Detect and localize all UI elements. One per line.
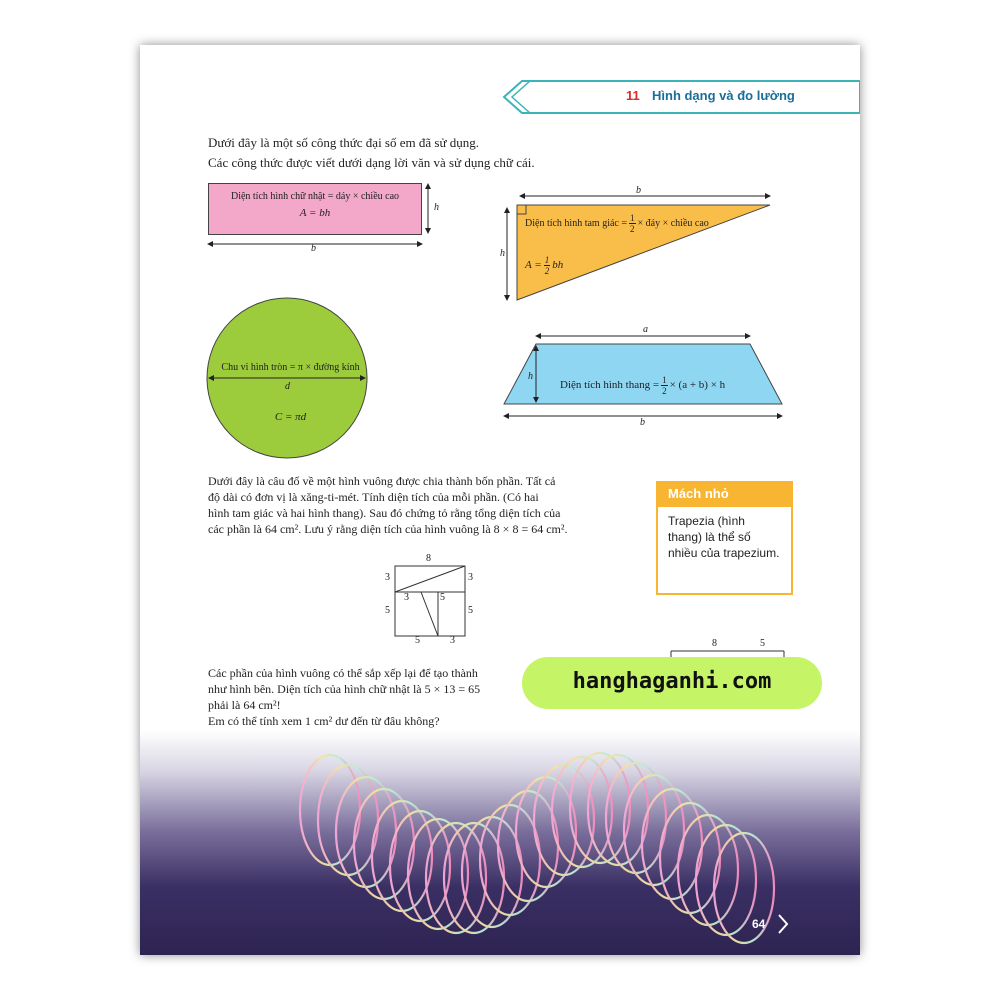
chapter-number: 11: [626, 88, 640, 103]
rectangle-label-b: b: [311, 243, 316, 254]
trapezium-label-b: b: [640, 417, 645, 428]
triangle-words: [525, 213, 709, 234]
textbook-page: [140, 45, 860, 955]
puzzle-line-1: Dưới đây là câu đố về một hình vuông được chia thành bốn phần. Tất cả: [208, 474, 556, 488]
square-label-mid-right: 5: [440, 592, 445, 603]
trapezium-words: [560, 375, 725, 396]
trapezium-label-a: a: [643, 324, 648, 335]
hint-body: Trapezia (hình thang) là thể số nhiều của trapezium.: [668, 514, 780, 560]
slinky-illustration: [290, 740, 810, 955]
fraction-numerator: 1: [544, 255, 550, 265]
triangle-figure: [495, 190, 775, 305]
puzzle-line-4: các phần là 64 cm². Lưu ý rằng diện tích của hình vuông là 8 × 8 = 64 cm².: [208, 522, 568, 536]
page-number: 64: [752, 917, 766, 931]
watermark-text: hanghaganhi.com: [572, 669, 772, 694]
closing-line-3: phải là 64 cm²!: [208, 698, 281, 712]
square-label-mid-left: 3: [404, 592, 409, 603]
closing-line-1: Các phần của hình vuông có thể sắp xếp lại để tạo thành: [208, 666, 478, 680]
triangle-formula-fraction: [544, 255, 551, 276]
square-label-left-top: 3: [385, 572, 390, 583]
square-label-top: 8: [426, 553, 431, 564]
triangle-words-prefix: Diện tích hình tam giác =: [525, 217, 628, 229]
fraction-denominator: 2: [662, 386, 667, 396]
closing-line-4: Em có thể tính xem 1 cm² dư đến từ đâu không?: [208, 714, 440, 728]
rectangle-dimension-arrows: [200, 181, 450, 253]
fraction-numerator: 1: [662, 375, 667, 385]
rectangle-words: Diện tích hình chữ nhật = dáy × chiều cao: [230, 191, 400, 202]
circle-figure: [205, 295, 375, 465]
rectangle-label-h: h: [434, 202, 439, 213]
trapezium-label-h: h: [528, 371, 533, 382]
circle-words: Chu vi hình tròn = π × đường kính: [221, 362, 360, 373]
triangle-words-suffix: × đáy × chiều cao: [637, 217, 709, 229]
fraction-denominator: 2: [544, 266, 550, 276]
hint-box: [656, 481, 793, 595]
triangle-formula-suffix: bh: [552, 259, 564, 272]
rect-label-top-left: 8: [712, 638, 717, 649]
closing-line-2: như hình bên. Diện tích của hình chữ nhật là 5 × 13 = 65: [208, 682, 481, 696]
triangle-label-h: h: [500, 248, 505, 259]
square-label-right-bottom: 5: [468, 605, 473, 616]
triangle-words-fraction: [629, 213, 636, 234]
rectangle-formula: A = bh: [299, 207, 331, 219]
chevron-right-icon[interactable]: [776, 913, 790, 935]
triangle-formula-prefix: A =: [525, 259, 542, 272]
trapezium-fraction: [661, 375, 668, 396]
fraction-numerator: 1: [630, 213, 635, 223]
square-label-left-bottom: 5: [385, 605, 390, 616]
intro-line-1: Dưới đây là một số công thức đại số em đã sử dụng.: [208, 135, 480, 150]
puzzle-line-2: độ dài có đơn vị là xăng-ti-mét. Tính diện tích của mỗi phần. (Có hai: [208, 490, 539, 504]
hint-title: Mách nhỏ: [658, 483, 791, 507]
square-label-right-top: 3: [468, 572, 473, 583]
intro-line-2: Các công thức được viết dưới dạng lời văn và sử dụng chữ cái.: [208, 155, 535, 170]
circle-formula: C = πd: [274, 411, 307, 423]
rect-label-top-right: 5: [760, 638, 765, 649]
circle-label-d: d: [285, 381, 290, 392]
square-label-bottom-right: 3: [450, 635, 455, 646]
trapezium-words-prefix: Diện tích hình thang =: [560, 379, 660, 392]
square-label-bottom-left: 5: [415, 635, 420, 646]
fraction-denominator: 2: [630, 224, 635, 234]
triangle-formula: [525, 255, 563, 276]
triangle-label-b: b: [636, 185, 641, 196]
chapter-title: Hình dạng và đo lường: [652, 88, 795, 103]
puzzle-line-3: hình tam giác và hai hình thang). Sau đó chứng tỏ rằng tổng diện tích của: [208, 506, 561, 520]
trapezium-words-suffix: × (a + b) × h: [669, 379, 726, 392]
